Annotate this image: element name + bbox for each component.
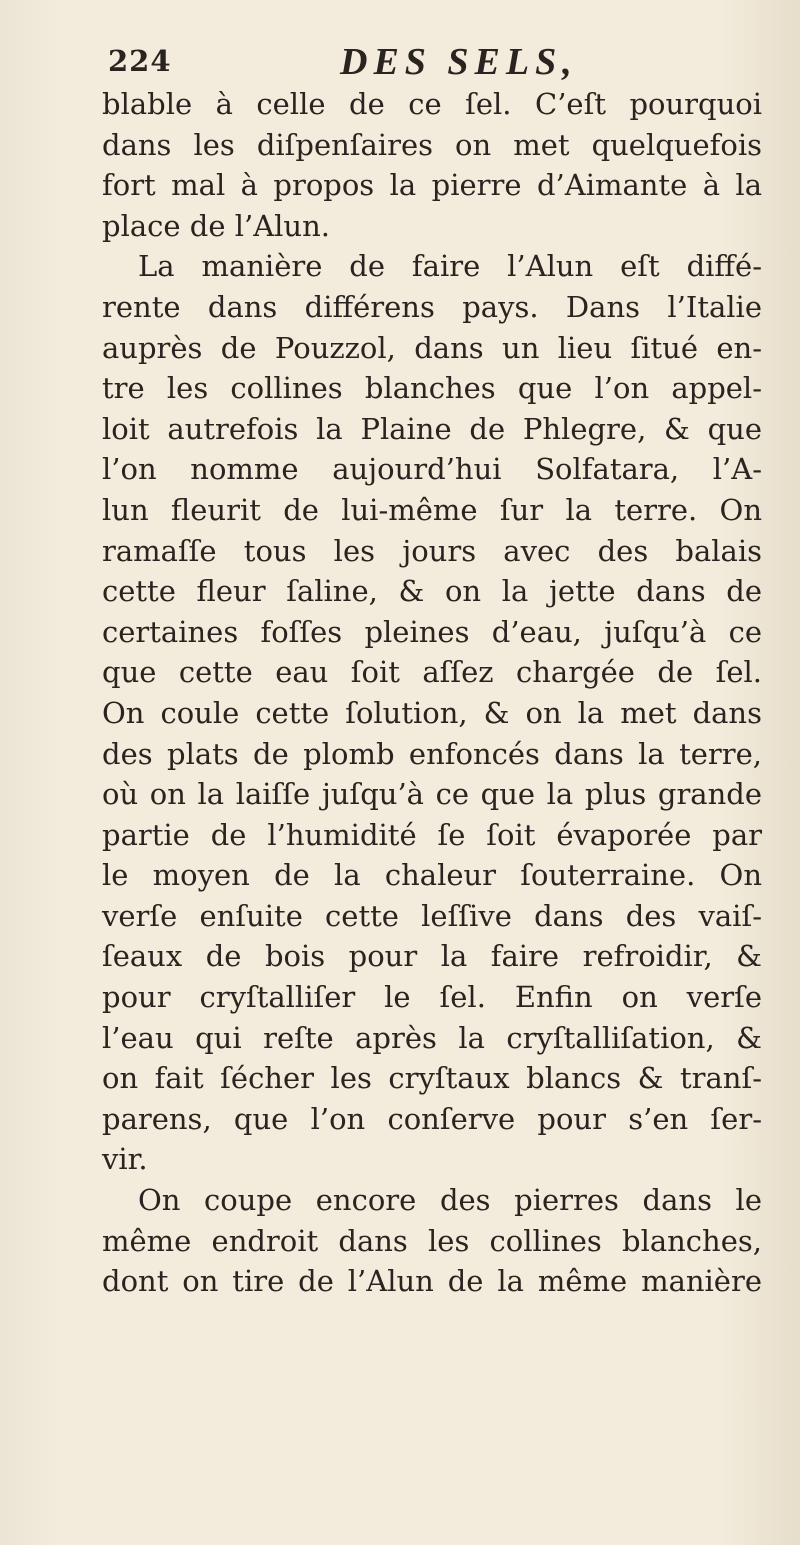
- text-line: lun fleurit de lui-même ſur la terre. On: [102, 492, 762, 527]
- text-line: on fait ſécher les cryſtaux blancs & tranſ-: [102, 1061, 762, 1096]
- text-line: partie de l’humidité ſe ſoit évaporée par: [102, 817, 762, 852]
- text-line: auprès de Pouzzol, dans un lieu ſitué en-: [102, 330, 762, 365]
- text-line: verſe enſuite cette leſſive dans des vaiſ-: [102, 898, 762, 933]
- text-line: rente dans différens pays. Dans l’Italie: [102, 289, 762, 324]
- text-line: que cette eau ſoit aſſez chargée de ſel.: [102, 655, 762, 690]
- text-line: des plats de plomb enfoncés dans la terre,: [102, 736, 762, 771]
- text-line: loit autrefois la Plaine de Phlegre, & que: [102, 411, 762, 446]
- text-line: vir.: [102, 1142, 148, 1177]
- text-line: blable à celle de ce ſel. C’eſt pourquoi: [102, 87, 762, 121]
- text-line: l’on nomme aujourd’hui Solfatara, l’A-: [102, 452, 762, 487]
- text-line: On coupe encore des pierres dans le: [138, 1183, 762, 1218]
- text-line: le moyen de la chaleur ſouterraine. On: [102, 858, 762, 893]
- running-head: DES SELS,: [340, 41, 578, 83]
- text-line: place de l’Alun.: [102, 208, 330, 243]
- text-line: dans les diſpenſaires on met quelquefois: [102, 127, 762, 162]
- text-line: parens, que l’on conſerve pour s’en ſer-: [102, 1101, 762, 1136]
- text-line: cette fleur ſaline, & on la jette dans de: [102, 574, 762, 609]
- text-line: tre les collines blanches que l’on appel-: [102, 371, 762, 406]
- text-line: certaines foſſes pleines d’eau, juſqu’à ce: [102, 614, 762, 649]
- text-line: ramaſſe tous les jours avec des balais: [102, 533, 762, 568]
- text-line: pour cryſtalliſer le ſel. Enfin on verſe: [102, 980, 762, 1015]
- text-line: La manière de faire l’Alun eſt diffé-: [138, 249, 762, 284]
- text-line: même endroit dans les collines blanches,: [102, 1223, 762, 1258]
- text-line: dont on tire de l’Alun de la même manière: [102, 1264, 762, 1299]
- page-number: 224: [108, 44, 172, 78]
- text-line: fort mal à propos la pierre d’Aimante à la: [102, 168, 762, 203]
- text-line: On coule cette ſolution, & on la met dans: [102, 695, 762, 730]
- text-line: l’eau qui reſte après la cryſtalliſation, &: [102, 1020, 762, 1055]
- page-header: [108, 40, 750, 90]
- text-line: où on la laiſſe juſqu’à ce que la plus grande: [102, 777, 762, 812]
- text-line: ſeaux de bois pour la faire refroidir, &: [102, 939, 762, 974]
- body-text: [102, 84, 762, 1302]
